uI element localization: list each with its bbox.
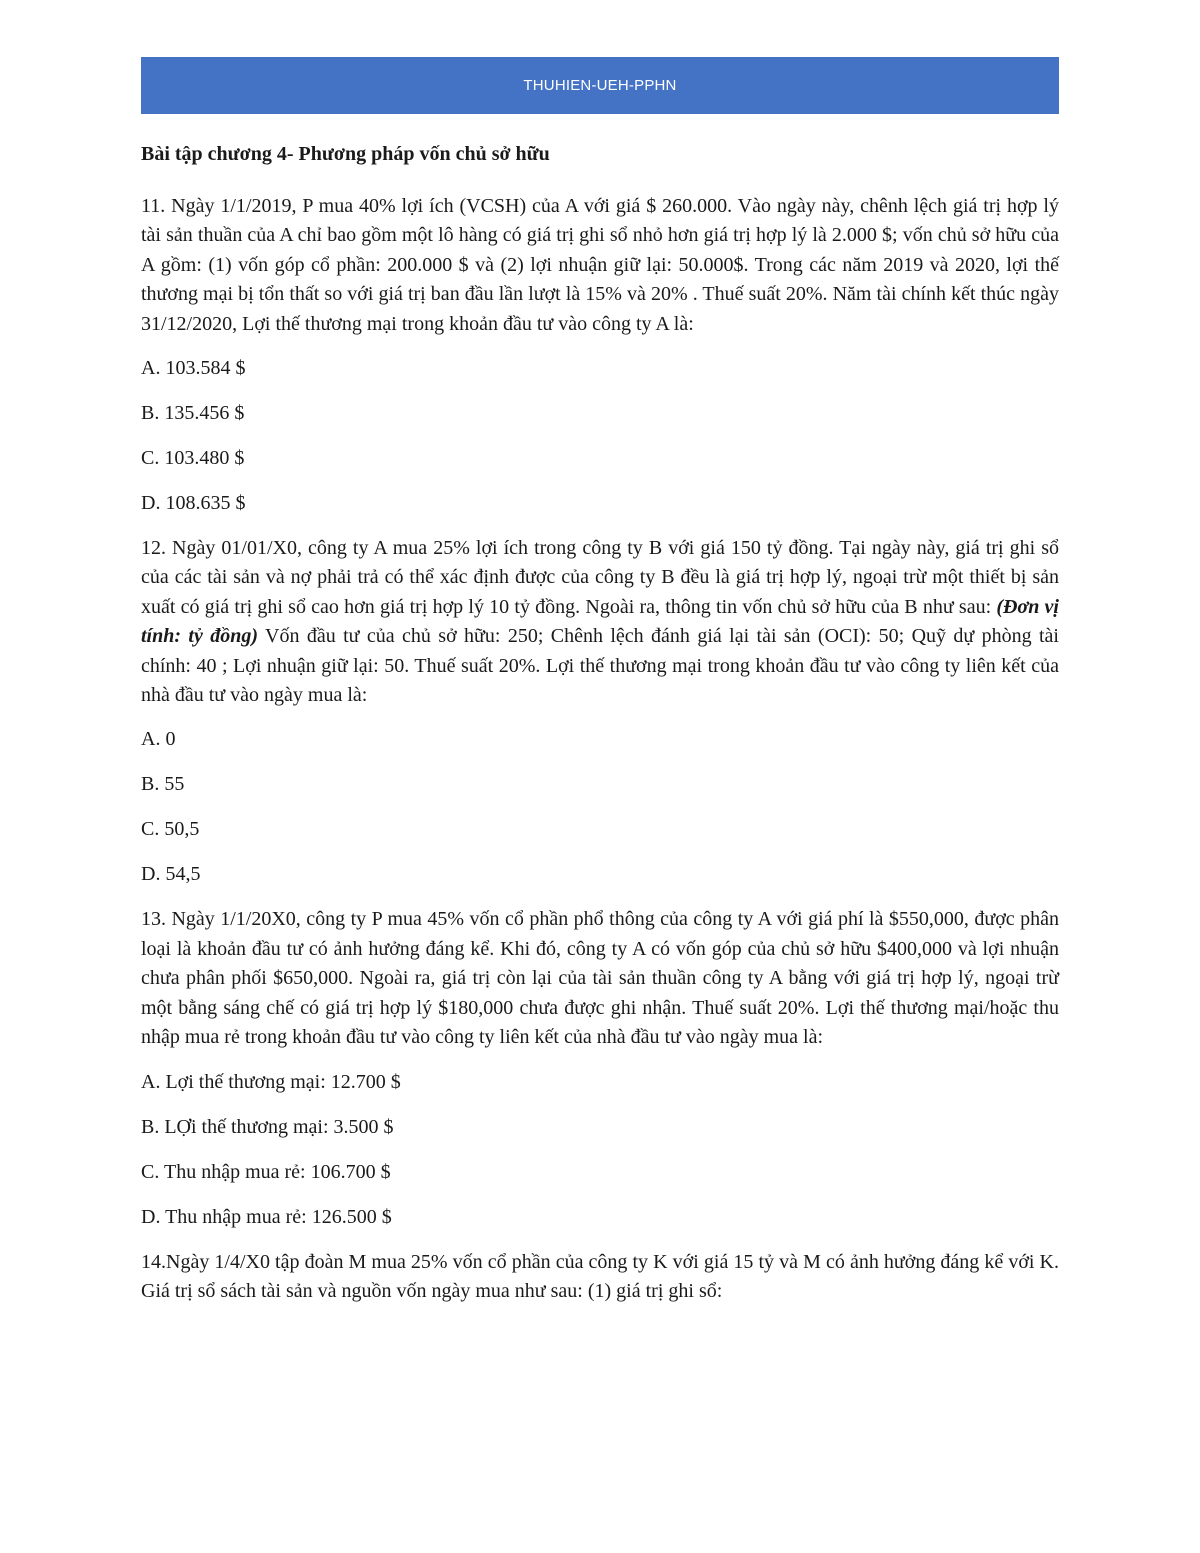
question-14 bbox=[141, 1248, 1059, 1307]
question-13-option-d: D. Thu nhập mua rẻ: 126.500 $ bbox=[141, 1205, 392, 1228]
question-11-option-d: D. 108.635 $ bbox=[141, 492, 246, 515]
question-14-text: 14.Ngày 1/4/X0 tập đoàn M mua 25% vốn cổ phần của công ty K với giá 15 tỷ và M có ảnh hưởng đáng kể với K. Giá trị sổ sách tài sản và nguồn vốn ngày mua như sau: (1) giá trị ghi sổ: bbox=[141, 1250, 1059, 1302]
question-12-option-c: C. 50,5 bbox=[141, 818, 200, 841]
question-12-text-start: 12. Ngày 01/01/X0, công ty A mua 25% lợi ích trong công ty B với giá 150 tỷ đồng. Tại ngày này, giá trị ghi sổ của các tài sản và nợ phải trả có thể xác định được của công ty B đều là giá trị hợp lý, ngoại trừ một thiết bị sản xuất có giá trị ghi sổ cao hơn giá trị hợp lý 10 tỷ đồng. Ngoài ra, thông tin vốn chủ sở hữu của B như sau: bbox=[141, 537, 1059, 618]
question-11 bbox=[141, 192, 1059, 518]
question-12-text-end: Vốn đầu tư của chủ sở hữu: 250; Chênh lệch đánh giá lại tài sản (OCI): 50; Quỹ dự phòng tài chính: 40 ; Lợi nhuận giữ lại: 50. Thuế suất 20%. Lợi thế thương mại trong khoản đầu tư vào công ty liên kết của nhà đầu tư vào ngày mua là: bbox=[141, 625, 1059, 707]
question-13-text: 13. Ngày 1/1/20X0, công ty P mua 45% vốn cổ phần phổ thông của công ty A với giá phí là $550,000, được phân loại là khoản đầu tư có ảnh hưởng đáng kể. Khi đó, công ty A có vốn góp của chủ sở hữu $400,000 và lợi nhuận chưa phân phối $650,000. Ngoài ra, giá trị còn lại của tài sản thuần công ty A bằng với giá trị hợp lý, ngoại trừ một bằng sáng chế có giá trị hợp lý $180,000 chưa được ghi nhận. Thuế suất 20%. Lợi thế thương mại/hoặc thu nhập mua rẻ trong khoản đầu tư vào công ty liên kết của nhà đầu tư vào ngày mua là: bbox=[141, 908, 1059, 1049]
question-13-option-a: A. Lợi thế thương mại: 12.700 $ bbox=[141, 1070, 401, 1093]
question-12-unit-note: (Đơn vị tính: tỷ đồng) bbox=[141, 595, 1059, 648]
question-12-text bbox=[141, 534, 1059, 710]
question-11-text: 11. Ngày 1/1/2019, P mua 40% lợi ích (VCSH) của A với giá $ 260.000. Vào ngày này, chênh lệch giá trị hợp lý tài sản thuần của A chỉ bao gồm một lô hàng có giá trị ghi sổ nhỏ hơn giá trị hợp lý là 2.000 $; vốn chủ sở hữu của A gồm: (1) vốn góp cổ phần: 200.000 $ và (2) lợi nhuận giữ lại: 50.000$. Trong các năm 2019 và 2020, lợi thế thương mại bị tổn thất so với giá trị ban đầu lần lượt là 15% và 20% . Thuế suất 20%. Năm tài chính kết thúc ngày 31/12/2020, Lợi thế thương mại trong khoản đầu tư vào công ty A là: bbox=[141, 195, 1059, 335]
question-13-option-c: C. Thu nhập mua rẻ: 106.700 $ bbox=[141, 1160, 391, 1183]
question-12-option-d: D. 54,5 bbox=[141, 863, 201, 886]
question-11-option-a: A. 103.584 $ bbox=[141, 357, 246, 380]
header-text: THUHIEN-UEH-PPHN bbox=[523, 77, 677, 94]
question-12 bbox=[141, 534, 1059, 889]
question-11-option-c: C. 103.480 $ bbox=[141, 447, 245, 470]
question-12-option-a: A. 0 bbox=[141, 728, 176, 751]
question-13 bbox=[141, 905, 1059, 1231]
question-12-option-b: B. 55 bbox=[141, 773, 185, 796]
page-title: Bài tập chương 4- Phương pháp vốn chủ sở hữu bbox=[141, 143, 550, 165]
document-header-bar bbox=[141, 57, 1059, 114]
question-11-option-b: B. 135.456 $ bbox=[141, 402, 245, 425]
document-body bbox=[141, 140, 1059, 1321]
question-13-option-b: B. LỢi thế thương mại: 3.500 $ bbox=[141, 1115, 394, 1138]
